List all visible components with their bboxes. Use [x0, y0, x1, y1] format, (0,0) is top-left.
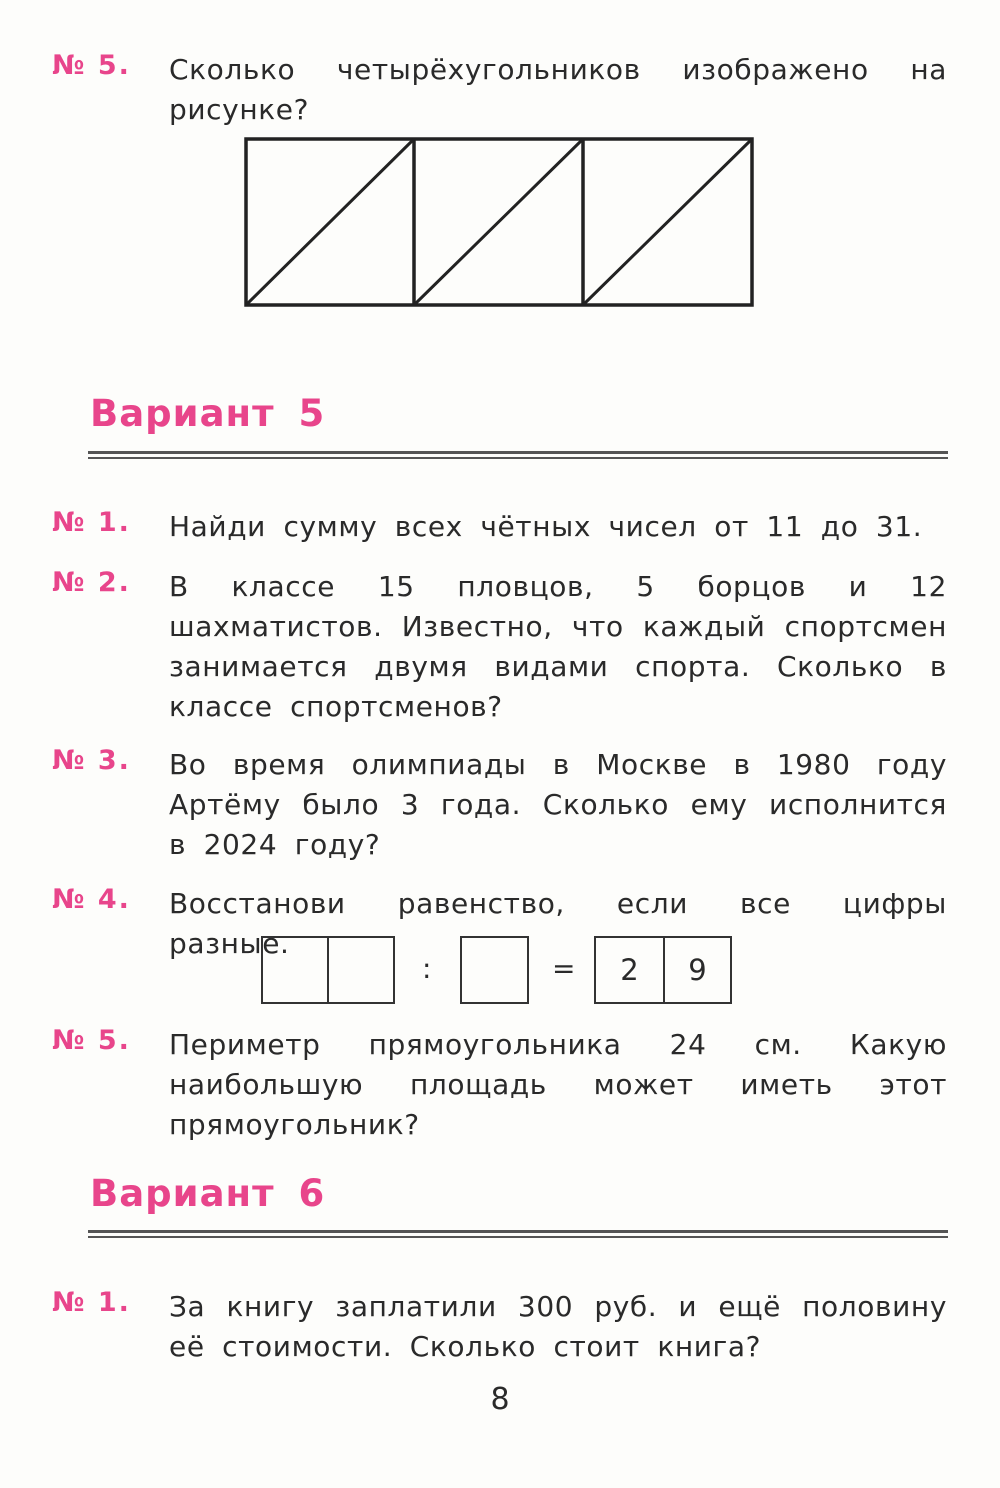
divisor-box	[460, 936, 529, 1004]
variant-6-heading: Вариант 6	[90, 1172, 326, 1215]
task-text: Периметр прямоугольника 24 см. Какую наибольшую площадь может иметь этот прямоугольник?	[169, 1028, 947, 1141]
task-text: За книгу заплатили 300 руб. и ещё половину её стоимости. Сколько стоит книга?	[169, 1290, 947, 1363]
task-text: Найди сумму всех чётных чисел от 11 до 31.	[169, 510, 923, 543]
divide-sign: :	[422, 952, 432, 985]
task-number: № 1.	[52, 507, 131, 538]
task-text: В классе 15 пловцов, 5 борцов и 12 шахматистов. Известно, что каждый спортсмен занимается двумя видами спорта. Сколько в классе спортсменов?	[169, 570, 947, 723]
task-number: № 5.	[52, 1025, 131, 1056]
quadrilaterals-figure	[243, 136, 755, 308]
dividend-digit-2-box	[327, 936, 395, 1004]
task-number: № 4.	[52, 884, 131, 915]
dividend-digit-1-box	[261, 936, 329, 1004]
equation	[0, 936, 1000, 1006]
variant-5-heading: Вариант 5	[90, 392, 326, 435]
task-text: Сколько четырёхугольников изображено на рисунке?	[169, 53, 947, 126]
heading-divider	[88, 451, 948, 459]
page-number: 8	[490, 1382, 510, 1417]
task-text: Во время олимпиады в Москве в 1980 году Артёму было 3 года. Сколько ему исполнится в 2024 году?	[169, 748, 947, 861]
result-digit-1: 2	[594, 936, 665, 1004]
task-number: № 1.	[52, 1287, 131, 1318]
task-number: № 2.	[52, 567, 131, 598]
task-number: № 3.	[52, 745, 131, 776]
heading-divider	[88, 1230, 948, 1238]
task-number: № 5.	[52, 50, 131, 81]
result-digit-2: 9	[663, 936, 732, 1004]
equals-sign: =	[552, 952, 576, 985]
task-text: Восстанови равенство, если все цифры разные.	[169, 887, 947, 960]
